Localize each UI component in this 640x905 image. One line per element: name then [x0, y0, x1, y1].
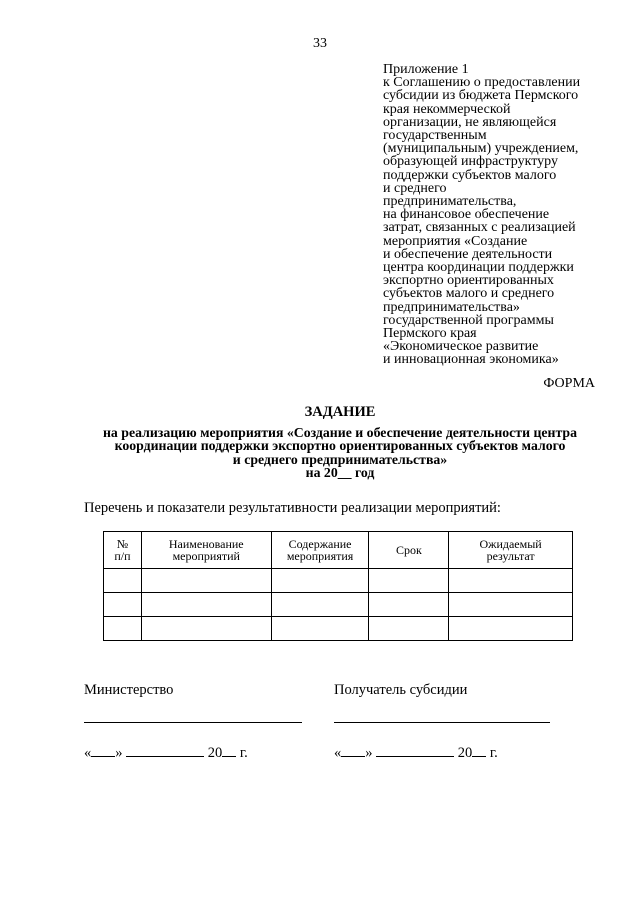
- appendix-line: субсидии из бюджета Пермского: [383, 88, 579, 104]
- appendix-line: «Экономическое развитие: [383, 339, 539, 355]
- table-header-row: [104, 532, 573, 569]
- table-header-text: результат: [486, 549, 535, 563]
- year-blank: [222, 744, 236, 757]
- tasks-table: [103, 531, 573, 641]
- table-row: [104, 617, 573, 641]
- table-header-text: Ожидаемый: [479, 537, 542, 551]
- document-title-block: [70, 406, 610, 480]
- day-blank: [341, 744, 365, 757]
- day-blank: [91, 744, 115, 757]
- appendix-line: и среднего: [383, 180, 447, 196]
- table-cell[interactable]: [271, 569, 369, 593]
- recipient-signature-line: [334, 722, 550, 723]
- appendix-line: предпринимательства,: [383, 194, 517, 210]
- appendix-line: затрат, связанных с реализацией: [383, 220, 576, 236]
- appendix-line: предпринимательства»: [383, 299, 520, 315]
- appendix-line: (муниципальным) учреждением,: [383, 141, 579, 157]
- table-cell[interactable]: [104, 617, 142, 641]
- table-header-text: Наименование: [168, 537, 244, 551]
- appendix-line: Пермского края: [383, 326, 477, 342]
- table-header-text: Содержание: [288, 537, 352, 551]
- month-blank: [376, 744, 454, 757]
- recipient-label: Получатель субсидии: [334, 682, 468, 698]
- subtitle-line: координации поддержки экспортно ориентированных субъектов малого: [114, 438, 566, 454]
- table-header-cell: [449, 532, 573, 569]
- table-header-cell: [369, 532, 449, 569]
- document-title: ЗАДАНИЕ: [304, 404, 376, 420]
- ministry-label: Министерство: [84, 682, 174, 698]
- appendix-line: экспортно ориентированных: [383, 273, 554, 289]
- subtitle-line: на реализацию мероприятия «Создание и обеспечение деятельности центра: [102, 424, 578, 440]
- table-body: [104, 569, 573, 641]
- table-cell[interactable]: [104, 593, 142, 617]
- table-cell[interactable]: [449, 617, 573, 641]
- page-number: 33: [313, 36, 327, 51]
- table-cell[interactable]: [449, 569, 573, 593]
- appendix-line: и обеспечение деятельности: [383, 246, 553, 262]
- ministry-signature-line: [84, 722, 302, 723]
- appendix-line: и инновационная экономика»: [383, 352, 559, 368]
- table-cell[interactable]: [369, 569, 449, 593]
- table-cell[interactable]: [271, 593, 369, 617]
- appendix-line: Приложение 1: [383, 62, 469, 77]
- recipient-date-line: « » 20 г.: [334, 745, 498, 761]
- table-header-text: Срок: [395, 543, 422, 557]
- appendix-line: государственным: [383, 128, 487, 144]
- appendix-line: государственной программы: [383, 312, 554, 328]
- appendix-line: центра координации поддержки: [383, 260, 574, 276]
- table-header-text: п/п: [114, 549, 131, 563]
- table-cell[interactable]: [141, 569, 271, 593]
- table-cell[interactable]: [104, 569, 142, 593]
- intro-text: Перечень и показатели результативности реализации мероприятий:: [84, 500, 501, 516]
- document-subtitle: [70, 426, 610, 480]
- table-header-text: мероприятий: [172, 549, 240, 563]
- table-cell[interactable]: [449, 593, 573, 617]
- table-row: [104, 569, 573, 593]
- table-cell[interactable]: [271, 617, 369, 641]
- table-cell[interactable]: [141, 617, 271, 641]
- month-blank: [126, 744, 204, 757]
- subtitle-line: на 20__ год: [305, 465, 375, 481]
- appendix-header: [383, 63, 623, 367]
- appendix-line: к Соглашению о предоставлении: [383, 75, 581, 91]
- form-label: ФОРМА: [543, 376, 595, 391]
- appendix-line: поддержки субъектов малого: [383, 167, 557, 183]
- subtitle-line: и среднего предпринимательства»: [232, 451, 448, 467]
- table-header-cell: [104, 532, 142, 569]
- appendix-line: образующей инфраструктуру: [383, 154, 558, 170]
- year-blank: [472, 744, 486, 757]
- appendix-line: на финансовое обеспечение: [383, 207, 550, 223]
- table-cell[interactable]: [369, 593, 449, 617]
- table-header-text: мероприятия: [286, 549, 354, 563]
- appendix-line: организации, не являющейся: [383, 114, 557, 130]
- table-cell[interactable]: [369, 617, 449, 641]
- table-header-text: №: [116, 537, 129, 551]
- table-header-cell: [271, 532, 369, 569]
- table-row: [104, 593, 573, 617]
- table-header-cell: [141, 532, 271, 569]
- table-cell[interactable]: [141, 593, 271, 617]
- appendix-line: края некоммерческой: [383, 101, 511, 117]
- appendix-line: субъектов малого и среднего: [383, 286, 555, 302]
- ministry-date-line: « » 20 г.: [84, 745, 248, 761]
- appendix-line: мероприятия «Создание: [383, 233, 528, 249]
